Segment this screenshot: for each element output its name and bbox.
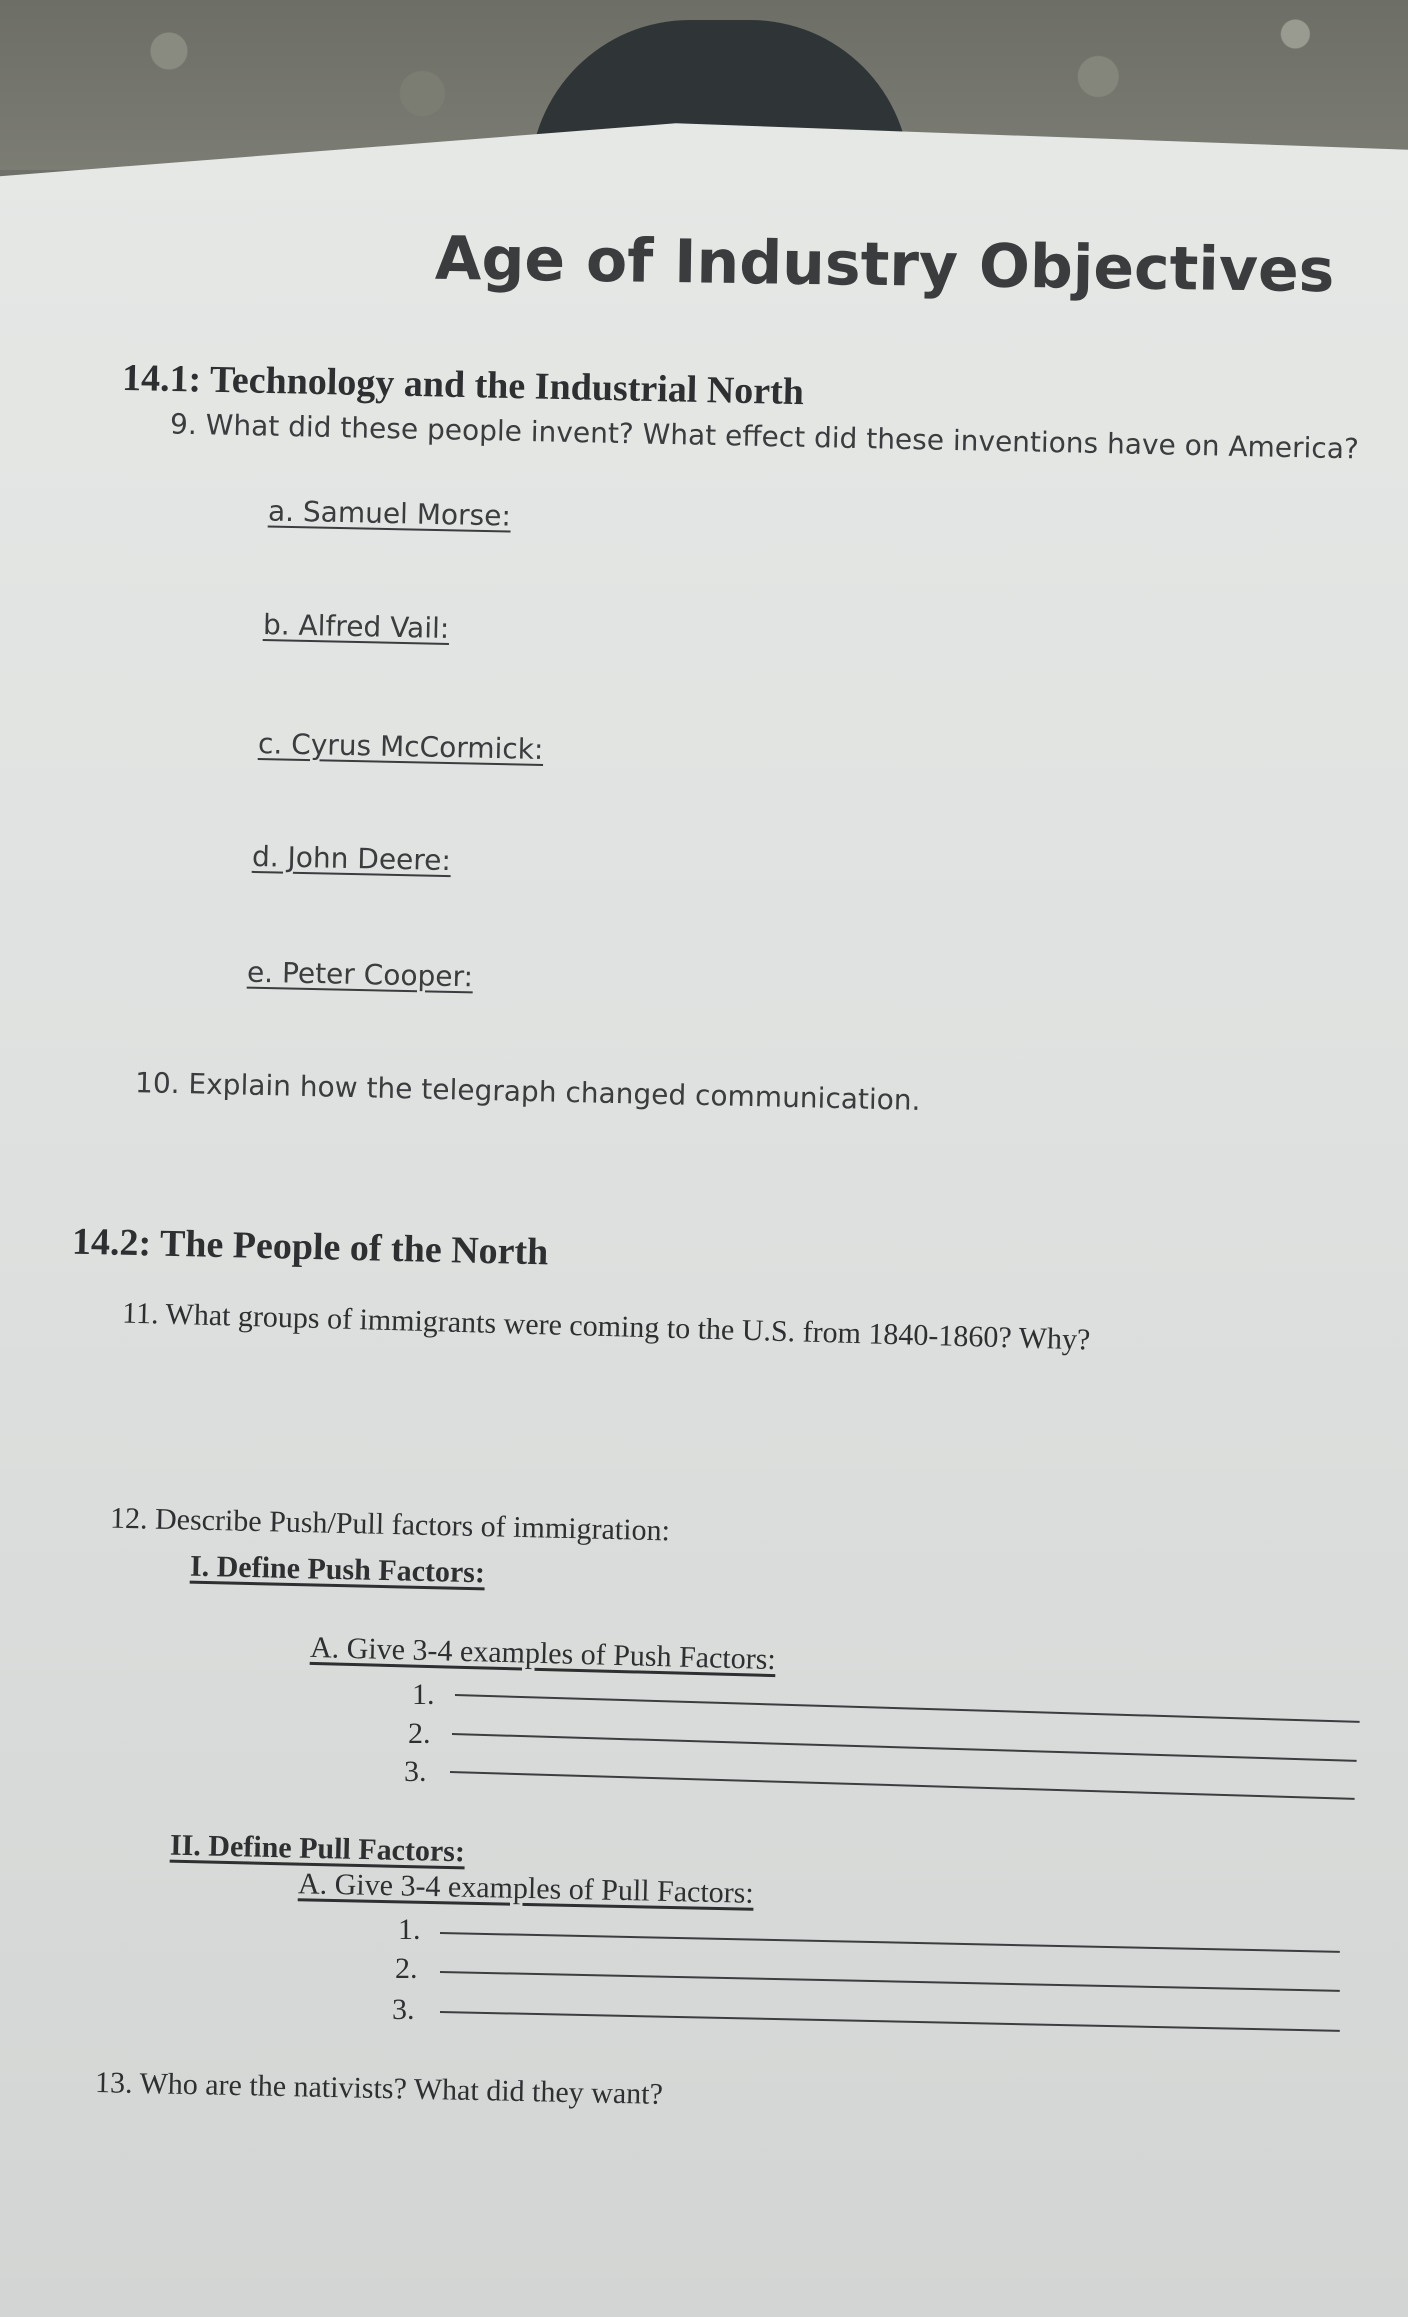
question-9: 9. What did these people invent? What effect did these inventions have on America? xyxy=(169,407,1360,466)
person-john-deere: d. John Deere: xyxy=(251,839,452,878)
person-alfred-vail: b. Alfred Vail: xyxy=(262,608,450,645)
section-heading-14-2: 14.2: The People of the North xyxy=(71,1220,549,1274)
push-factors-examples: A. Give 3-4 examples of Push Factors: xyxy=(309,1630,777,1677)
pull-item-number-3: 3. xyxy=(392,1993,415,2026)
pull-item-number-1: 1. xyxy=(398,1913,421,1946)
push-item-number-1: 1. xyxy=(412,1678,435,1711)
person-samuel-morse: a. Samuel Morse: xyxy=(267,494,512,533)
person-cyrus-mccormick: c. Cyrus McCormick: xyxy=(257,727,544,766)
pull-factors-label: II. Define Pull Factors: xyxy=(169,1828,466,1869)
pull-item-number-2: 2. xyxy=(395,1952,418,1985)
question-11: 11. What groups of immigrants were coming to the U.S. from 1840-1860? Why? xyxy=(121,1296,1091,1357)
question-12: 12. Describe Push/Pull factors of immigration: xyxy=(109,1501,671,1548)
question-13: 13. Who are the nativists? What did they want? xyxy=(94,2066,664,2111)
pull-factors-examples: A. Give 3-4 examples of Pull Factors: xyxy=(297,1867,755,1910)
page-title: Age of Industry Objectives xyxy=(434,223,1335,307)
push-factors-label: I. Define Push Factors: xyxy=(189,1549,486,1590)
push-item-number-3: 3. xyxy=(404,1755,427,1788)
question-10: 10. Explain how the telegraph changed communication. xyxy=(134,1066,921,1117)
push-item-number-2: 2. xyxy=(408,1717,431,1750)
section-heading-14-1: 14.1: Technology and the Industrial North xyxy=(121,356,805,414)
person-peter-cooper: e. Peter Cooper: xyxy=(246,955,474,994)
